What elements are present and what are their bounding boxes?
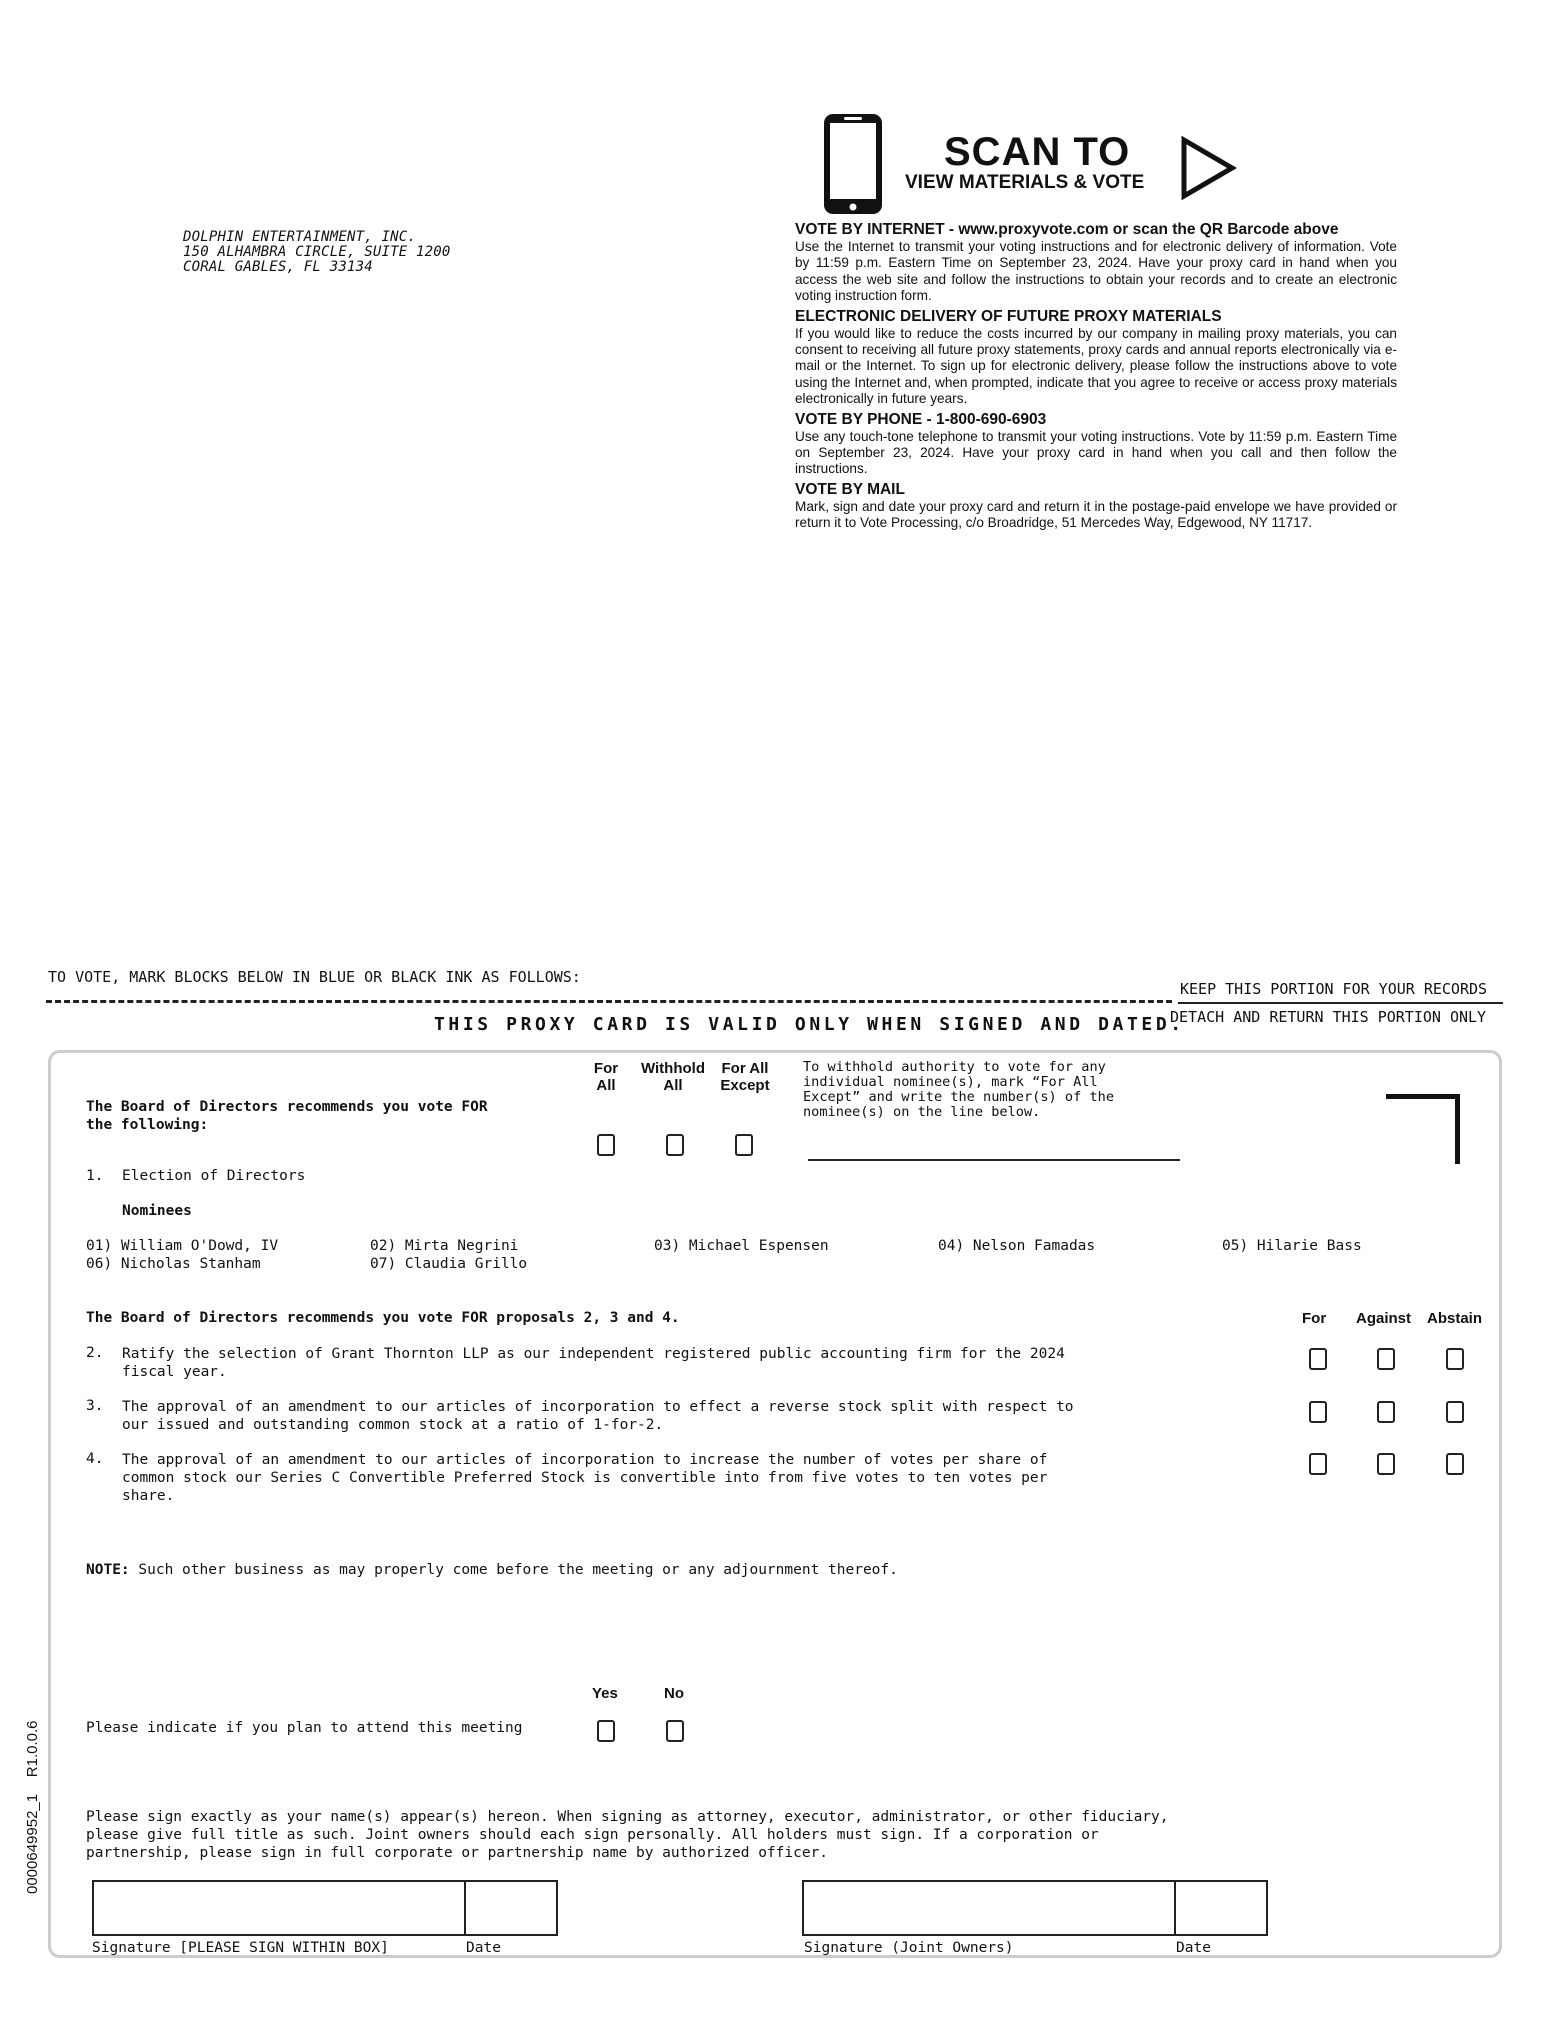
- nominee-07: 07) Claudia Grillo: [370, 1256, 528, 1272]
- nominee-01: 01) William O'Dowd, IV: [86, 1238, 279, 1254]
- vote-phone-heading: VOTE BY PHONE - 1-800-690-6903: [795, 410, 1047, 428]
- vote-internet-heading: VOTE BY INTERNET - www.proxyvote.com or scan the QR Barcode above: [795, 221, 1339, 238]
- for-all-checkbox[interactable]: [597, 1134, 615, 1156]
- attend-no-checkbox[interactable]: [666, 1720, 684, 1742]
- proposal-4-text: [122, 1451, 1047, 1505]
- election-recommendation-line2: the following:: [86, 1117, 209, 1133]
- date-label-2: Date: [1176, 1940, 1211, 1956]
- withhold-all-header: [634, 1060, 712, 1094]
- voting-instructions: [795, 218, 1397, 532]
- corner-registration-mark: [1386, 1094, 1460, 1164]
- withhold-note-line2: individual nominee(s), mark “For All: [803, 1074, 1098, 1090]
- item-1-label: Election of Directors: [122, 1168, 306, 1184]
- signature-box-1[interactable]: [92, 1880, 558, 1936]
- proposal-2-number: 2.: [86, 1345, 104, 1361]
- withhold-note: [803, 1060, 1114, 1120]
- withhold-note-line3: Except” and write the number(s) of the: [803, 1089, 1114, 1105]
- abstain-header: Abstain: [1427, 1310, 1483, 1327]
- detach-dashed-line: [46, 1000, 1172, 1003]
- proposal-4-against-checkbox[interactable]: [1377, 1453, 1395, 1475]
- for-all-except-header: [711, 1060, 779, 1094]
- scan-subtitle: VIEW MATERIALS & VOTE: [905, 172, 1145, 193]
- company-address: [183, 230, 451, 275]
- for-all-header: [578, 1060, 634, 1094]
- detach-portion-label: DETACH AND RETURN THIS PORTION ONLY: [1170, 1008, 1487, 1026]
- sign-instructions-line3: partnership, please sign in full corporate or partnership name by authorized officer.: [86, 1845, 829, 1861]
- nominee-03: 03) Michael Espensen: [654, 1238, 829, 1254]
- for-all-header-line2: All: [596, 1077, 616, 1094]
- proposal-4-line2: common stock our Series C Convertible Preferred Stock is convertible into from five votes to ten votes per: [122, 1470, 1048, 1486]
- scan-title: SCAN TO: [944, 130, 1131, 174]
- sign-instructions-line1: Please sign exactly as your name(s) appear(s) hereon. When signing as attorney, executor, administrator, or other fiduciary,: [86, 1809, 1169, 1825]
- signature-date-divider-2: [1174, 1882, 1176, 1934]
- electronic-delivery-heading: ELECTRONIC DELIVERY OF FUTURE PROXY MATERIALS: [795, 307, 1222, 325]
- signature-date-divider-1: [464, 1882, 466, 1934]
- for-all-except-header-line2: Except: [720, 1077, 770, 1094]
- against-header: Against: [1356, 1310, 1412, 1327]
- nominee-05: 05) Hilarie Bass: [1222, 1238, 1362, 1254]
- proposal-3-line2: our issued and outstanding common stock at a ratio of 1-for-2.: [122, 1417, 664, 1433]
- for-header: For: [1302, 1310, 1327, 1327]
- valid-note: THIS PROXY CARD IS VALID ONLY WHEN SIGNED AND DATED.: [434, 1014, 1185, 1035]
- nominee-02: 02) Mirta Negrini: [370, 1238, 519, 1254]
- proposals-recommendation: The Board of Directors recommends you vote FOR proposals 2, 3 and 4.: [86, 1310, 680, 1326]
- proposal-2-line2: fiscal year.: [122, 1364, 227, 1380]
- withhold-note-line4: nominee(s) on the line below.: [803, 1104, 1041, 1120]
- keep-portion-label: KEEP THIS PORTION FOR YOUR RECORDS: [1180, 980, 1488, 998]
- sign-instructions: [86, 1808, 1169, 1862]
- proposal-4-number: 4.: [86, 1451, 104, 1467]
- electronic-delivery-body: If you would like to reduce the costs incurred by our company in mailing proxy materials, you can consent to receiving all future proxy statements, proxy cards and annual reports electronically via e-mail or the Internet. To sign up for electronic delivery, please follow the instructions above to vote using the Internet and, when prompted, indicate that you agree to receive or access proxy materials electronically in future years.: [795, 325, 1397, 407]
- election-recommendation: [86, 1098, 488, 1134]
- proposal-3-for-checkbox[interactable]: [1309, 1401, 1327, 1423]
- proposal-3-line1: The approval of an amendment to our articles of incorporation to effect a reverse stock split with respect to: [122, 1399, 1074, 1415]
- proposal-4-abstain-checkbox[interactable]: [1446, 1453, 1464, 1475]
- attend-yes-checkbox[interactable]: [597, 1720, 615, 1742]
- proposal-2-line1: Ratify the selection of Grant Thornton LLP as our independent registered public accounting firm for the 2024: [122, 1346, 1065, 1362]
- for-all-except-header-line1: For All: [721, 1060, 769, 1077]
- company-name: DOLPHIN ENTERTAINMENT, INC.: [183, 229, 416, 245]
- sign-instructions-line2: please give full title as such. Joint owners should each sign personally. All holders must sign. If a corporation or: [86, 1827, 1099, 1843]
- proposal-3-abstain-checkbox[interactable]: [1446, 1401, 1464, 1423]
- company-address-line1: 150 ALHAMBRA CIRCLE, SUITE 1200: [183, 244, 451, 260]
- vote-phone-body: Use any touch-tone telephone to transmit your voting instructions. Vote by 11:59 p.m. Eastern Time on September 23, 2024. Have your proxy card in hand when you call and then follow the instructions.: [795, 428, 1397, 477]
- note-label: NOTE:: [86, 1562, 130, 1578]
- withhold-all-checkbox[interactable]: [666, 1134, 684, 1156]
- signature-label-2: Signature (Joint Owners): [804, 1940, 1014, 1956]
- side-code: 0000649952_1 R1.0.0.6: [24, 1720, 41, 1894]
- attend-no-header: No: [664, 1685, 684, 1702]
- proposal-3-against-checkbox[interactable]: [1377, 1401, 1395, 1423]
- proposal-4-for-checkbox[interactable]: [1309, 1453, 1327, 1475]
- withhold-all-header-line1: Withhold: [640, 1060, 705, 1077]
- play-arrow-icon: [1180, 136, 1238, 200]
- keep-portion-underline: [1178, 1002, 1503, 1004]
- note-text: Such other business as may properly come before the meeting or any adjournment thereof.: [129, 1562, 898, 1578]
- proposal-3-text: [122, 1398, 1074, 1434]
- proposal-3-number: 3.: [86, 1398, 104, 1414]
- nominees-label: Nominees: [122, 1203, 192, 1219]
- for-all-header-line1: For: [593, 1060, 619, 1077]
- signature-label-1: Signature [PLEASE SIGN WITHIN BOX]: [92, 1940, 389, 1956]
- proposal-2-against-checkbox[interactable]: [1377, 1348, 1395, 1370]
- vote-internet-body: Use the Internet to transmit your voting instructions and for electronic delivery of information. Vote by 11:59 p.m. Eastern Time on September 23, 2024. Have your proxy card in hand when you access the web site and follow the instructions to obtain your records and to create an electronic voting instruction form.: [795, 239, 1397, 304]
- vote-mail-body: Mark, sign and date your proxy card and return it in the postage-paid envelope we have provided or return it to Vote Processing, c/o Broadridge, 51 Mercedes Way, Edgewood, NY 11717.: [795, 498, 1397, 531]
- election-recommendation-line1: The Board of Directors recommends you vote FOR: [86, 1099, 488, 1115]
- nominee-exception-line[interactable]: [808, 1159, 1180, 1161]
- nominee-04: 04) Nelson Famadas: [938, 1238, 1096, 1254]
- proposal-4-line1: The approval of an amendment to our articles of incorporation to increase the number of votes per share of: [122, 1452, 1048, 1468]
- mark-instructions: TO VOTE, MARK BLOCKS BELOW IN BLUE OR BLACK INK AS FOLLOWS:: [48, 968, 581, 986]
- company-address-line2: CORAL GABLES, FL 33134: [183, 259, 373, 275]
- proposal-2-for-checkbox[interactable]: [1309, 1348, 1327, 1370]
- for-all-except-checkbox[interactable]: [735, 1134, 753, 1156]
- attend-question: Please indicate if you plan to attend this meeting: [86, 1720, 523, 1736]
- date-label-1: Date: [466, 1940, 501, 1956]
- note: [86, 1562, 898, 1578]
- proposal-2-text: [122, 1345, 1065, 1381]
- item-1-number: 1.: [86, 1168, 104, 1184]
- signature-box-2[interactable]: [802, 1880, 1268, 1936]
- proposal-2-abstain-checkbox[interactable]: [1446, 1348, 1464, 1370]
- vote-mail-heading: VOTE BY MAIL: [795, 480, 905, 498]
- phone-icon: [822, 112, 884, 216]
- attend-yes-header: Yes: [592, 1685, 618, 1702]
- withhold-note-line1: To withhold authority to vote for any: [803, 1059, 1106, 1075]
- withhold-all-header-line2: All: [663, 1077, 683, 1094]
- nominee-06: 06) Nicholas Stanham: [86, 1256, 261, 1272]
- proposal-4-line3: share.: [122, 1488, 175, 1504]
